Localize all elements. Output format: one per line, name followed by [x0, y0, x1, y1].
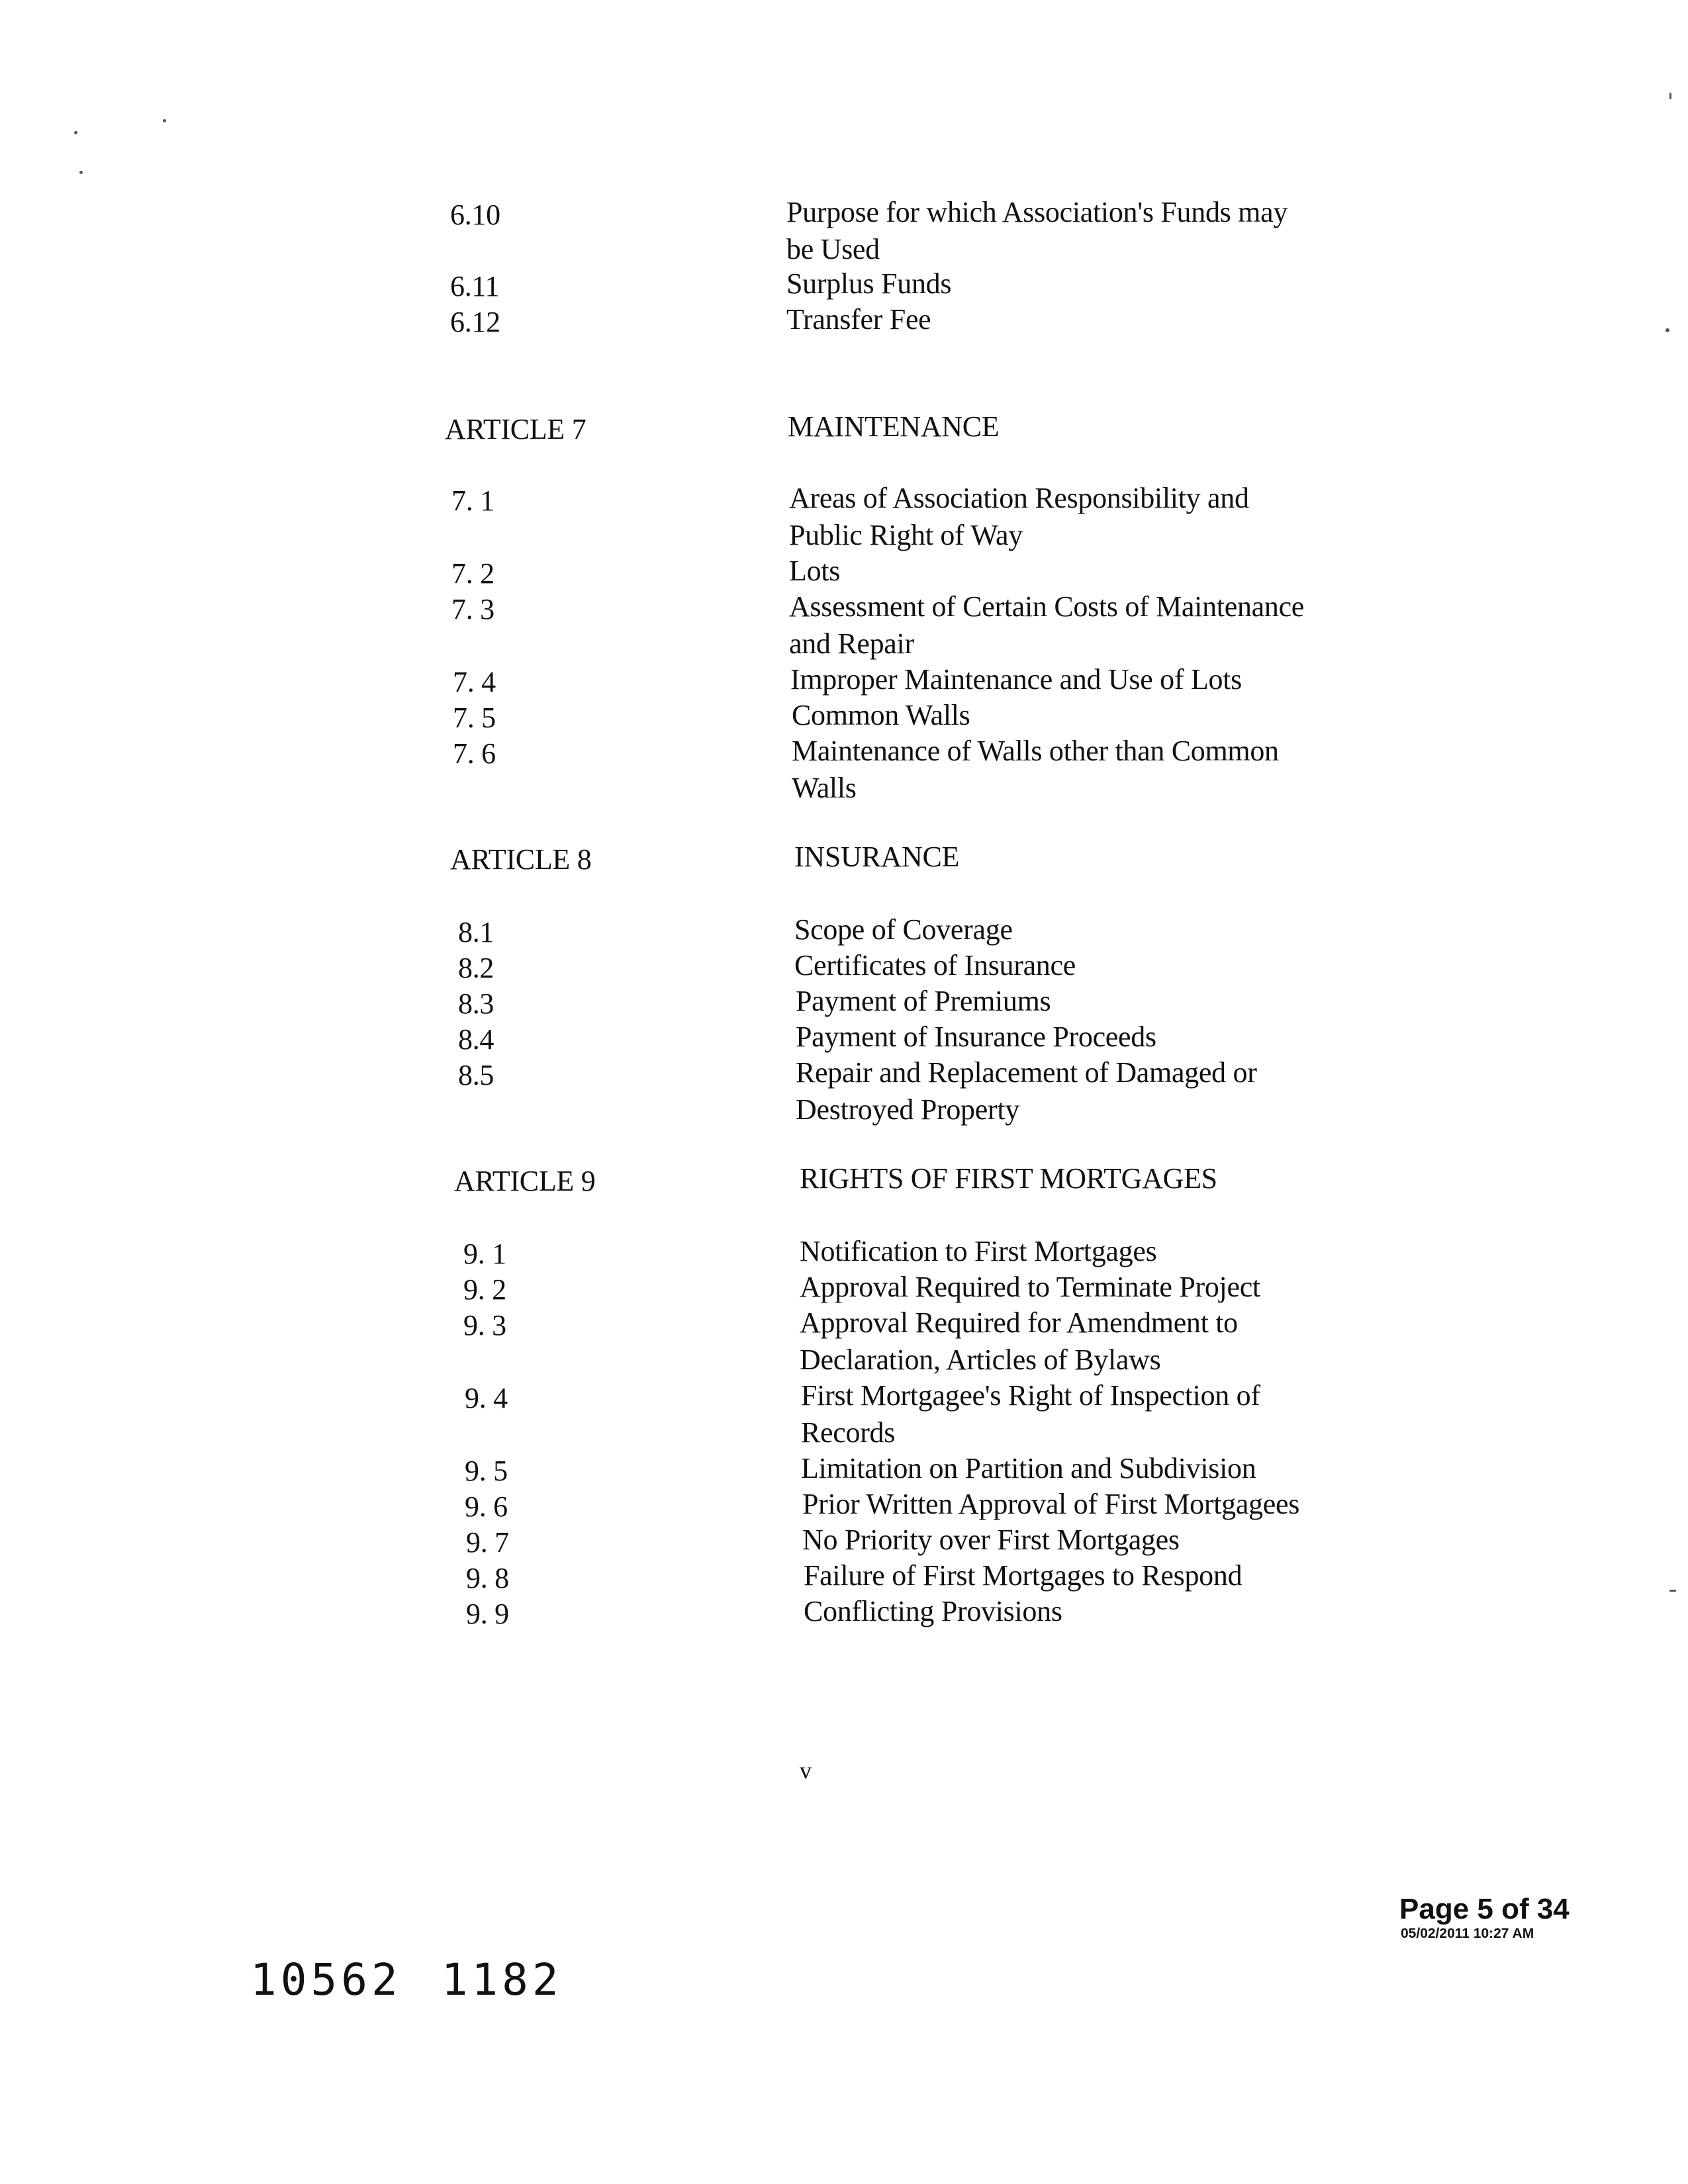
section-number: 9. 3: [463, 1309, 506, 1342]
section-number: 7. 2: [451, 557, 494, 590]
section-title: Surplus Funds: [786, 267, 952, 300]
section-number: 9. 5: [465, 1455, 508, 1487]
article-label: ARTICLE 8: [450, 843, 592, 876]
article-title: INSURANCE: [794, 841, 960, 873]
section-title: Transfer Fee: [786, 303, 931, 336]
section-title: Payment of Insurance Proceeds: [796, 1021, 1156, 1053]
scan-speck: [1665, 328, 1669, 332]
section-number: 8.2: [458, 952, 494, 984]
section-title: Maintenance of Walls other than Common: [792, 735, 1279, 767]
section-number: 9. 7: [466, 1526, 509, 1559]
section-number: 7. 3: [451, 593, 494, 625]
scan-speck: [163, 119, 166, 122]
section-title: Improper Maintenance and Use of Lots: [790, 663, 1242, 696]
section-title: Approval Required for Amendment to: [800, 1306, 1238, 1339]
section-title: Purpose for which Association's Funds may: [786, 196, 1288, 228]
book-page-stamp: [250, 1954, 563, 2007]
section-title: No Priority over First Mortgages: [802, 1524, 1180, 1556]
section-title: Scope of Coverage: [794, 913, 1013, 946]
timestamp: 05/02/2011 10:27 AM: [1401, 1926, 1534, 1941]
section-title: Limitation on Partition and Subdivision: [801, 1452, 1256, 1484]
section-number: 8.3: [458, 987, 494, 1020]
section-title: Areas of Association Responsibility and: [789, 482, 1249, 514]
page-count-label: Page 5 of 34: [1399, 1893, 1570, 1925]
section-title-continued: Walls: [792, 772, 857, 804]
section-number: 8.4: [458, 1023, 494, 1056]
section-title: Notification to First Mortgages: [800, 1235, 1157, 1267]
article-label: ARTICLE 9: [454, 1165, 596, 1197]
section-number: 9. 9: [466, 1598, 509, 1630]
section-number: 7. 6: [453, 737, 496, 770]
section-title: Common Walls: [792, 699, 970, 731]
scan-speck: [1669, 93, 1671, 99]
section-title-continued: Destroyed Property: [796, 1093, 1019, 1126]
section-title: Approval Required to Terminate Project: [800, 1271, 1260, 1303]
page-number-roman: v: [800, 1757, 812, 1784]
section-number: 6.11: [450, 270, 500, 302]
section-title-continued: be Used: [786, 233, 880, 265]
article-label: ARTICLE 7: [445, 413, 586, 445]
article-title: RIGHTS OF FIRST MORTGAGES: [800, 1162, 1217, 1195]
scan-speck: [79, 171, 83, 174]
scan-speck: [74, 131, 77, 134]
section-number: 8.5: [458, 1059, 494, 1091]
section-title-continued: and Repair: [789, 627, 914, 660]
section-title: Assessment of Certain Costs of Maintenance: [789, 590, 1305, 623]
section-number: 7. 5: [453, 702, 496, 734]
section-number: 7. 1: [451, 484, 494, 517]
section-title: Repair and Replacement of Damaged or: [796, 1056, 1257, 1089]
section-number: 6.12: [450, 306, 500, 338]
section-number: 9. 1: [463, 1238, 506, 1270]
page-stamp: [1399, 1893, 1571, 1942]
section-title: Failure of First Mortgages to Respond: [804, 1559, 1243, 1592]
section-number: 9. 4: [465, 1382, 508, 1414]
section-number: 7. 4: [453, 666, 496, 698]
scan-speck: [1669, 1590, 1676, 1592]
section-title-continued: Public Right of Way: [789, 519, 1023, 551]
section-title: Conflicting Provisions: [804, 1595, 1062, 1627]
section-number: 9. 8: [466, 1562, 509, 1594]
section-title: Certificates of Insurance: [794, 949, 1076, 981]
book-number: 10562: [250, 1954, 402, 2005]
section-number: 9. 6: [465, 1490, 508, 1523]
section-title: Lots: [789, 555, 841, 587]
section-title-continued: Records: [801, 1416, 896, 1449]
section-number: 9. 2: [463, 1273, 506, 1306]
article-title: MAINTENANCE: [788, 410, 1000, 443]
section-title: First Mortgagee's Right of Inspection of: [801, 1379, 1260, 1412]
section-number: 6.10: [450, 199, 500, 231]
section-title-continued: Declaration, Articles of Bylaws: [800, 1343, 1161, 1376]
section-number: 8.1: [458, 916, 494, 948]
section-title: Prior Written Approval of First Mortgagees: [802, 1488, 1300, 1520]
page-number: 1182: [441, 1954, 563, 2005]
section-title: Payment of Premiums: [796, 985, 1051, 1017]
